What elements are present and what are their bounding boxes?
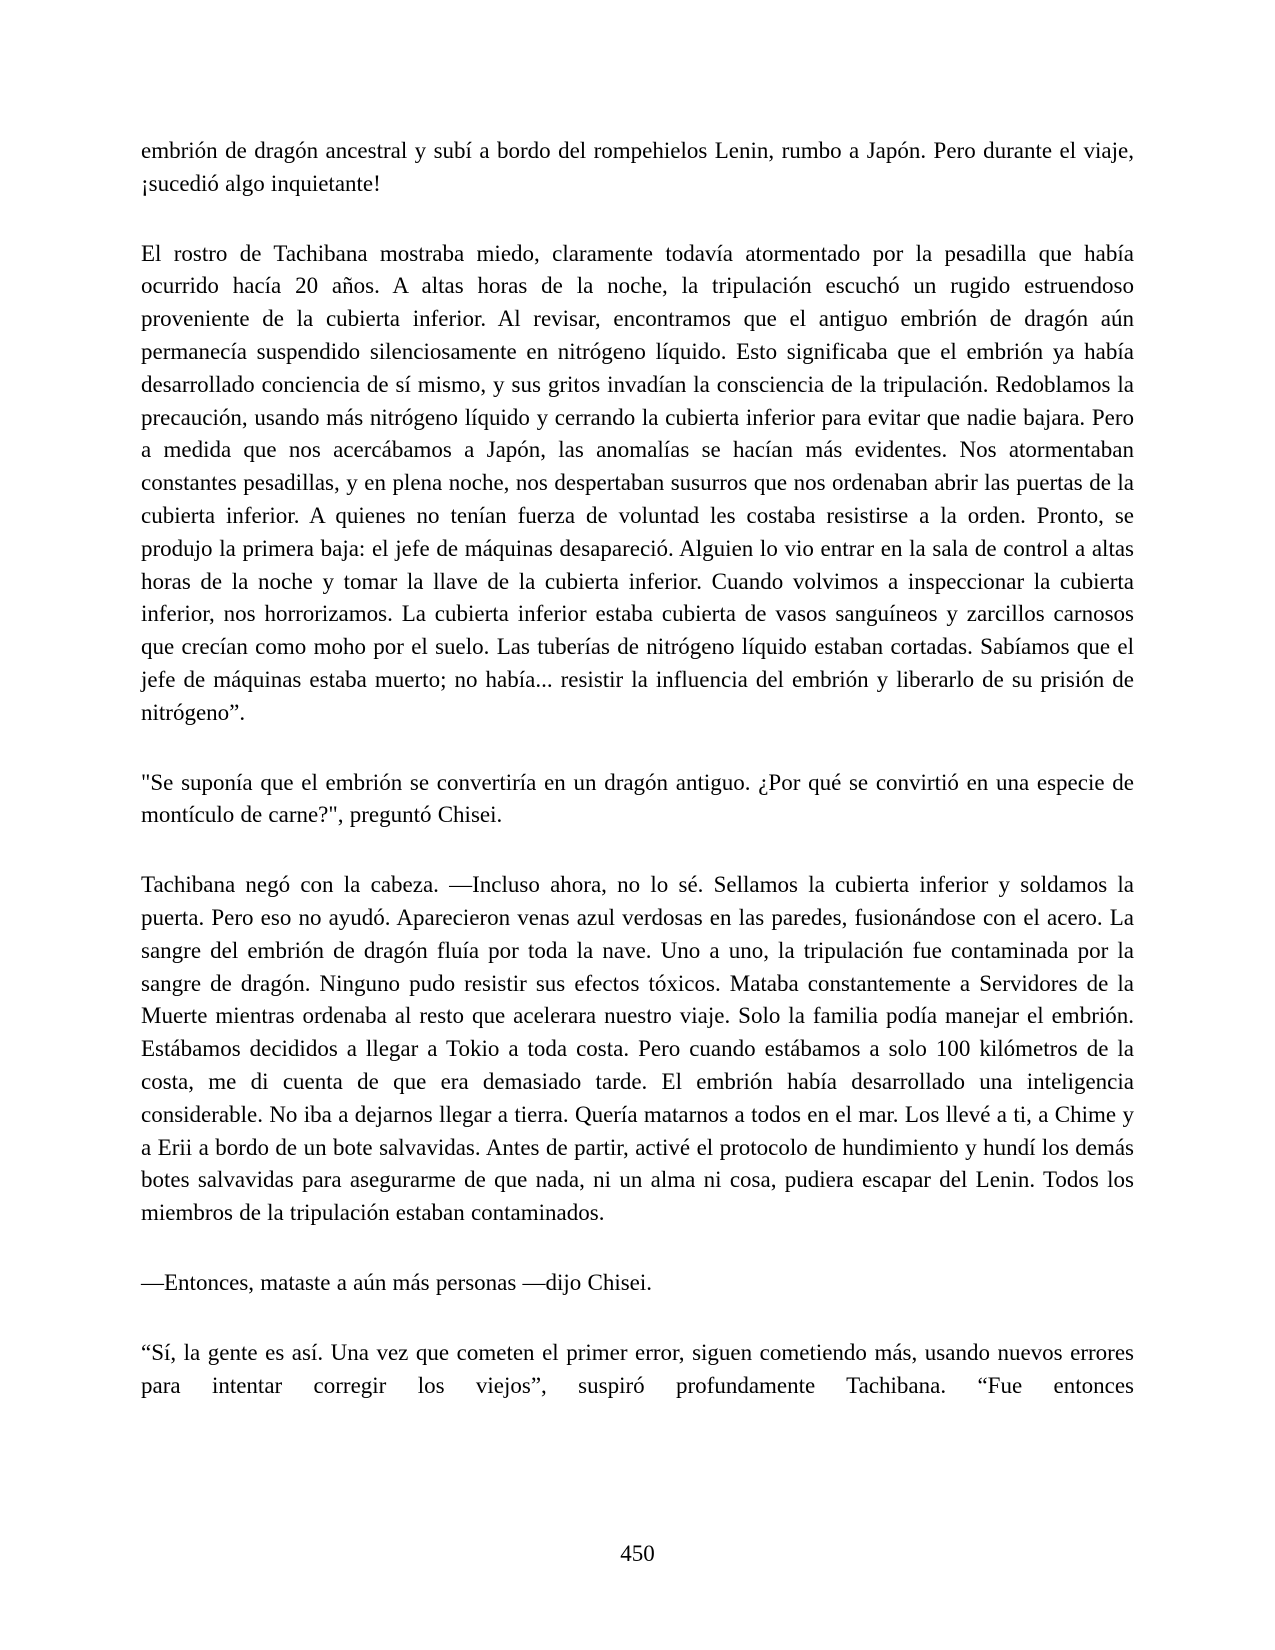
paragraph-tachibana-reply: Tachibana negó con la cabeza. —Incluso ahora, no lo sé. Sellamos la cubierta inferior y soldamos la puerta. Pero eso no ayudó. Aparecieron venas azul verdosas en las paredes, fusionándose con el acero. La sangre del embrión de dragón fluía por toda la nave. Uno a uno, la tripulación fue contaminada por la sangre de dragón. Ninguno pudo resistir sus efectos tóxicos. Mataba constantemente a Servidores de la Muerte mientras ordenaba al resto que acelerara nuestro viaje. Solo la familia podía manejar el embrión. Estábamos decididos a llegar a Tokio a toda costa. Pero cuando estábamos a solo 100 kilómetros de la costa, me di cuenta de que era demasiado tarde. El embrión había desarrollado una inteligencia considerable. No iba a dejarnos llegar a tierra. Quería matarnos a todos en el mar. Los llevé a ti, a Chime y a Erii a bordo de un bote salvavidas. Antes de partir, activé el protocolo de hundimiento y hundí los demás botes salvavidas para asegurarme de que nada, ni un alma ni cosa, pudiera escapar del Lenin. Todos los miembros de la tripulación estaban contaminados.	[141, 872, 1134, 1226]
paragraph-chisei-remark: —Entonces, mataste a aún más personas —dijo Chisei.	[141, 1269, 653, 1295]
paragraph-tachibana-sigh: “Sí, la gente es así. Una vez que cometen el primer error, siguen cometiendo más, usando nuevos errores para intentar corregir los viejos”, suspiró profundamente Tachibana. “Fue entonces	[141, 1339, 1134, 1398]
page-number: 450	[620, 1541, 655, 1566]
paragraph-chisei-question: "Se suponía que el embrión se convertiría en un dragón antiguo. ¿Por qué se convirtió en una especie de montículo de carne?", preguntó Chisei.	[141, 769, 1134, 828]
paragraph-continuation: embrión de dragón ancestral y subí a bordo del rompehielos Lenin, rumbo a Japón. Pero durante el viaje, ¡sucedió algo inquietante!	[141, 138, 1134, 196]
paragraph-tachibana-story: El rostro de Tachibana mostraba miedo, claramente todavía atormentado por la pesadilla que había ocurrido hacía 20 años. A altas horas de la noche, la tripulación escuchó un rugido estruendoso proveniente de la cubierta inferior. Al revisar, encontramos que el antiguo embrión de dragón aún permanecía suspendido silenciosamente en nitrógeno líquido. Esto significaba que el embrión ya había desarrollado conciencia de sí mismo, y sus gritos invadían la consciencia de la tripulación. Redoblamos la precaución, usando más nitrógeno líquido y cerrando la cubierta inferior para evitar que nadie bajara. Pero a medida que nos acercábamos a Japón, las anomalías se hacían más evidentes. Nos atormentaban constantes pesadillas, y en plena noche, nos despertaban susurros que nos ordenaban abrir las puertas de la cubierta inferior. A quienes no tenían fuerza de voluntad les costaba resistirse a la orden. Pronto, se produjo la primera baja: el jefe de máquinas desapareció. Alguien lo vio entrar en la sala de control a altas horas de la noche y tomar la llave de la cubierta inferior. Cuando volvimos a inspeccionar la cubierta inferior, nos horrorizamos. La cubierta inferior estaba cubierta de vasos sanguíneos y zarcillos carnosos que crecían como moho por el suelo. Las tuberías de nitrógeno líquido estaban cortadas. Sabíamos que el jefe de máquinas estaba muerto; no había... resistir la influencia del embrión y liberarlo de su prisión de nitrógeno”.	[141, 240, 1134, 725]
page-body	[141, 135, 1134, 1439]
